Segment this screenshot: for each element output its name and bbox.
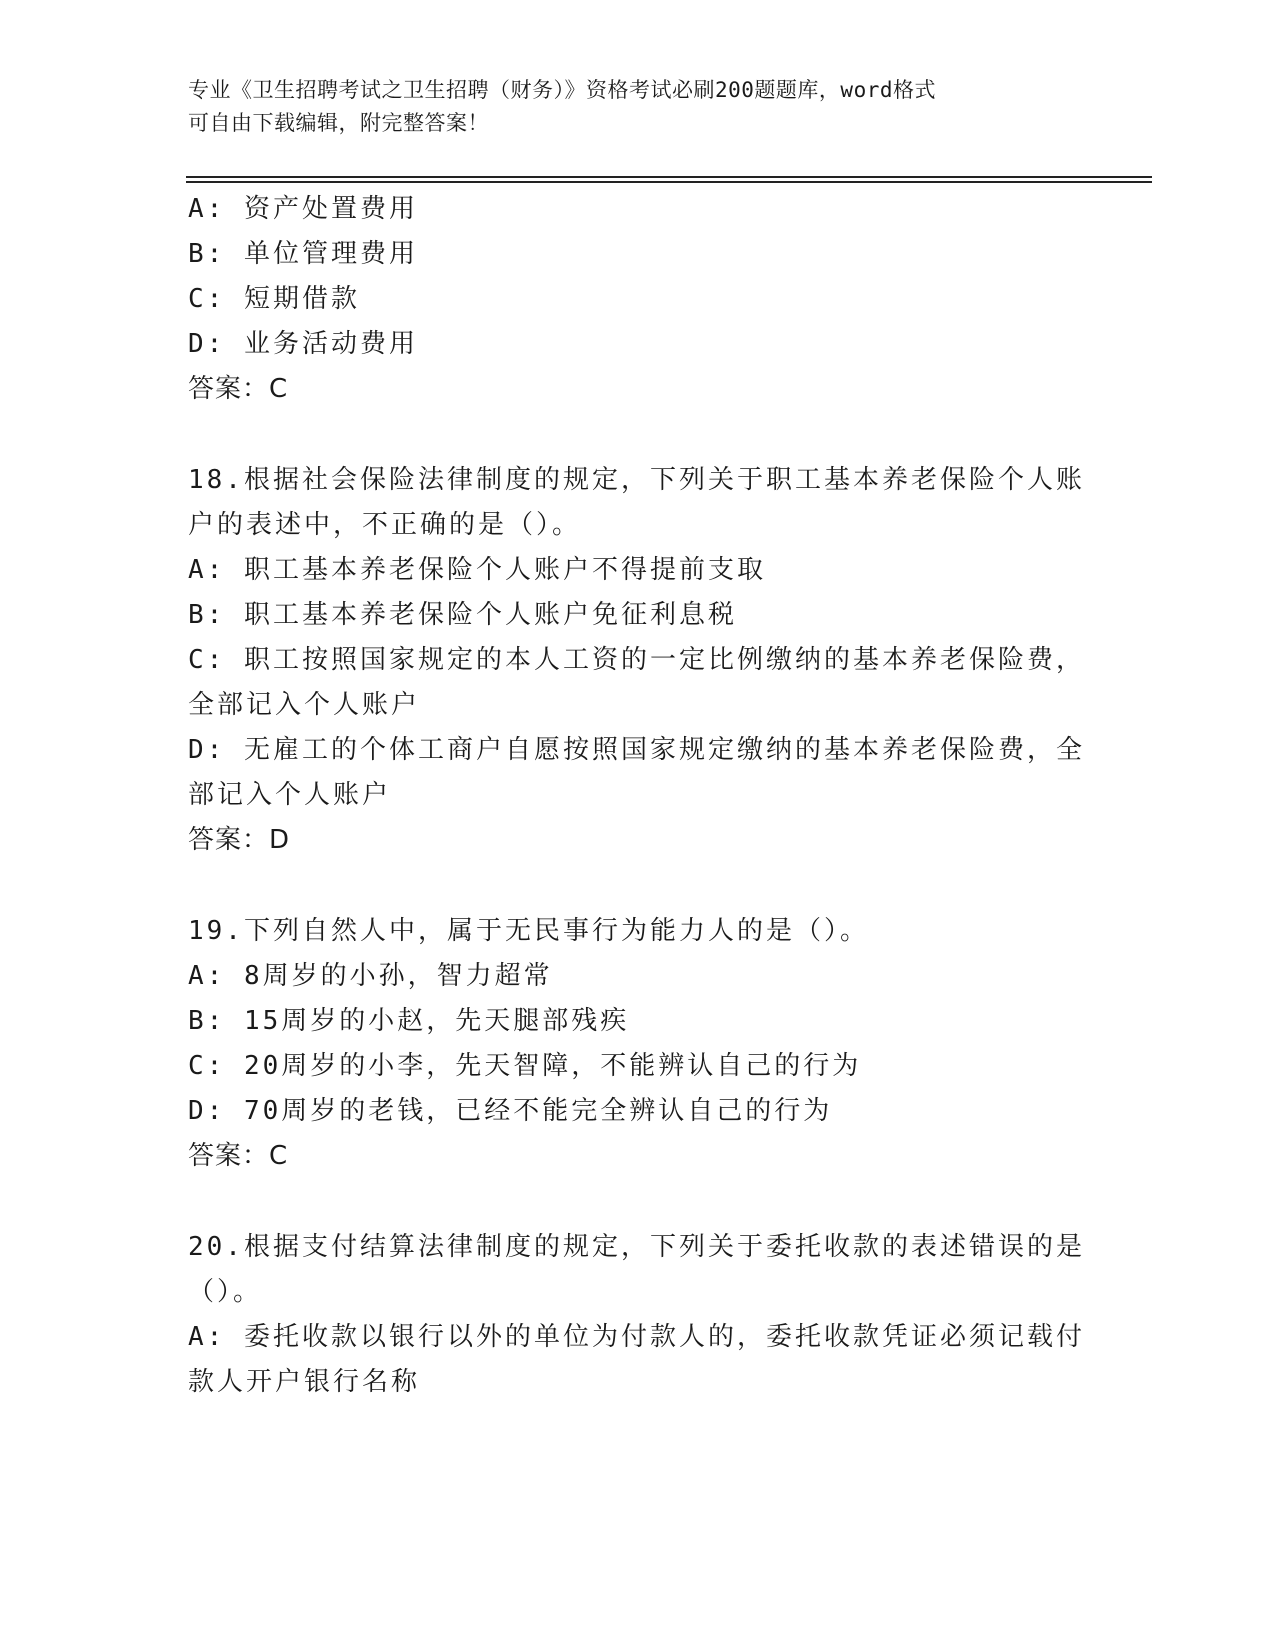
header-line-1: 专业《卫生招聘考试之卫生招聘（财务）》资格考试必刷200题题库，word格式: [188, 78, 936, 102]
question-stem-cont: （）。: [188, 1277, 263, 1307]
question-list: [188, 187, 1088, 1405]
option-c: C: 职工按照国家规定的本人工资的一定比例缴纳的基本养老保险费，: [188, 645, 1085, 675]
option-d-cont: 部记入个人账户: [188, 780, 392, 810]
header-divider-top: [186, 176, 1152, 178]
answer: 答案：C: [188, 374, 289, 404]
question-18: [188, 458, 1088, 863]
question-stem: 19.下列自然人中，属于无民事行为能力人的是（）。: [188, 916, 869, 946]
option-a: A: 委托收款以银行以外的单位为付款人的，委托收款凭证必须记载付: [188, 1322, 1085, 1352]
question-stem: 18.根据社会保险法律制度的规定，下列关于职工基本养老保险个人账: [188, 465, 1085, 495]
option-c: C: 20周岁的小李，先天智障，不能辨认自己的行为: [188, 1051, 862, 1081]
option-b: B: 单位管理费用: [188, 239, 418, 269]
option-d: D: 业务活动费用: [188, 329, 418, 359]
question-17-options: [188, 187, 1088, 412]
answer: 答案：C: [188, 1141, 289, 1171]
document-header: [188, 74, 1068, 140]
option-a-cont: 款人开户银行名称: [188, 1367, 421, 1397]
option-c: C: 短期借款: [188, 284, 360, 314]
option-a: A: 职工基本养老保险个人账户不得提前支取: [188, 555, 766, 585]
option-d: D: 无雇工的个体工商户自愿按照国家规定缴纳的基本养老保险费，全: [188, 735, 1085, 765]
question-20: [188, 1225, 1088, 1405]
spacer: [188, 412, 1088, 458]
option-d: D: 70周岁的老钱，已经不能完全辨认自己的行为: [188, 1096, 833, 1126]
option-a: A: 8周岁的小孙，智力超常: [188, 961, 553, 991]
question-stem-cont: 户的表述中，不正确的是（）。: [188, 510, 582, 540]
answer: 答案：D: [188, 825, 291, 855]
option-b: B: 15周岁的小赵，先天腿部残疾: [188, 1006, 630, 1036]
question-stem: 20.根据支付结算法律制度的规定，下列关于委托收款的表述错误的是: [188, 1232, 1085, 1262]
question-19: [188, 909, 1088, 1179]
header-line-2: 可自由下载编辑，附完整答案！: [188, 111, 489, 135]
option-c-cont: 全部记入个人账户: [188, 690, 421, 720]
option-a: A: 资产处置费用: [188, 194, 418, 224]
spacer: [188, 1179, 1088, 1225]
option-b: B: 职工基本养老保险个人账户免征利息税: [188, 600, 737, 630]
spacer: [188, 863, 1088, 909]
header-divider-bottom: [186, 181, 1152, 183]
